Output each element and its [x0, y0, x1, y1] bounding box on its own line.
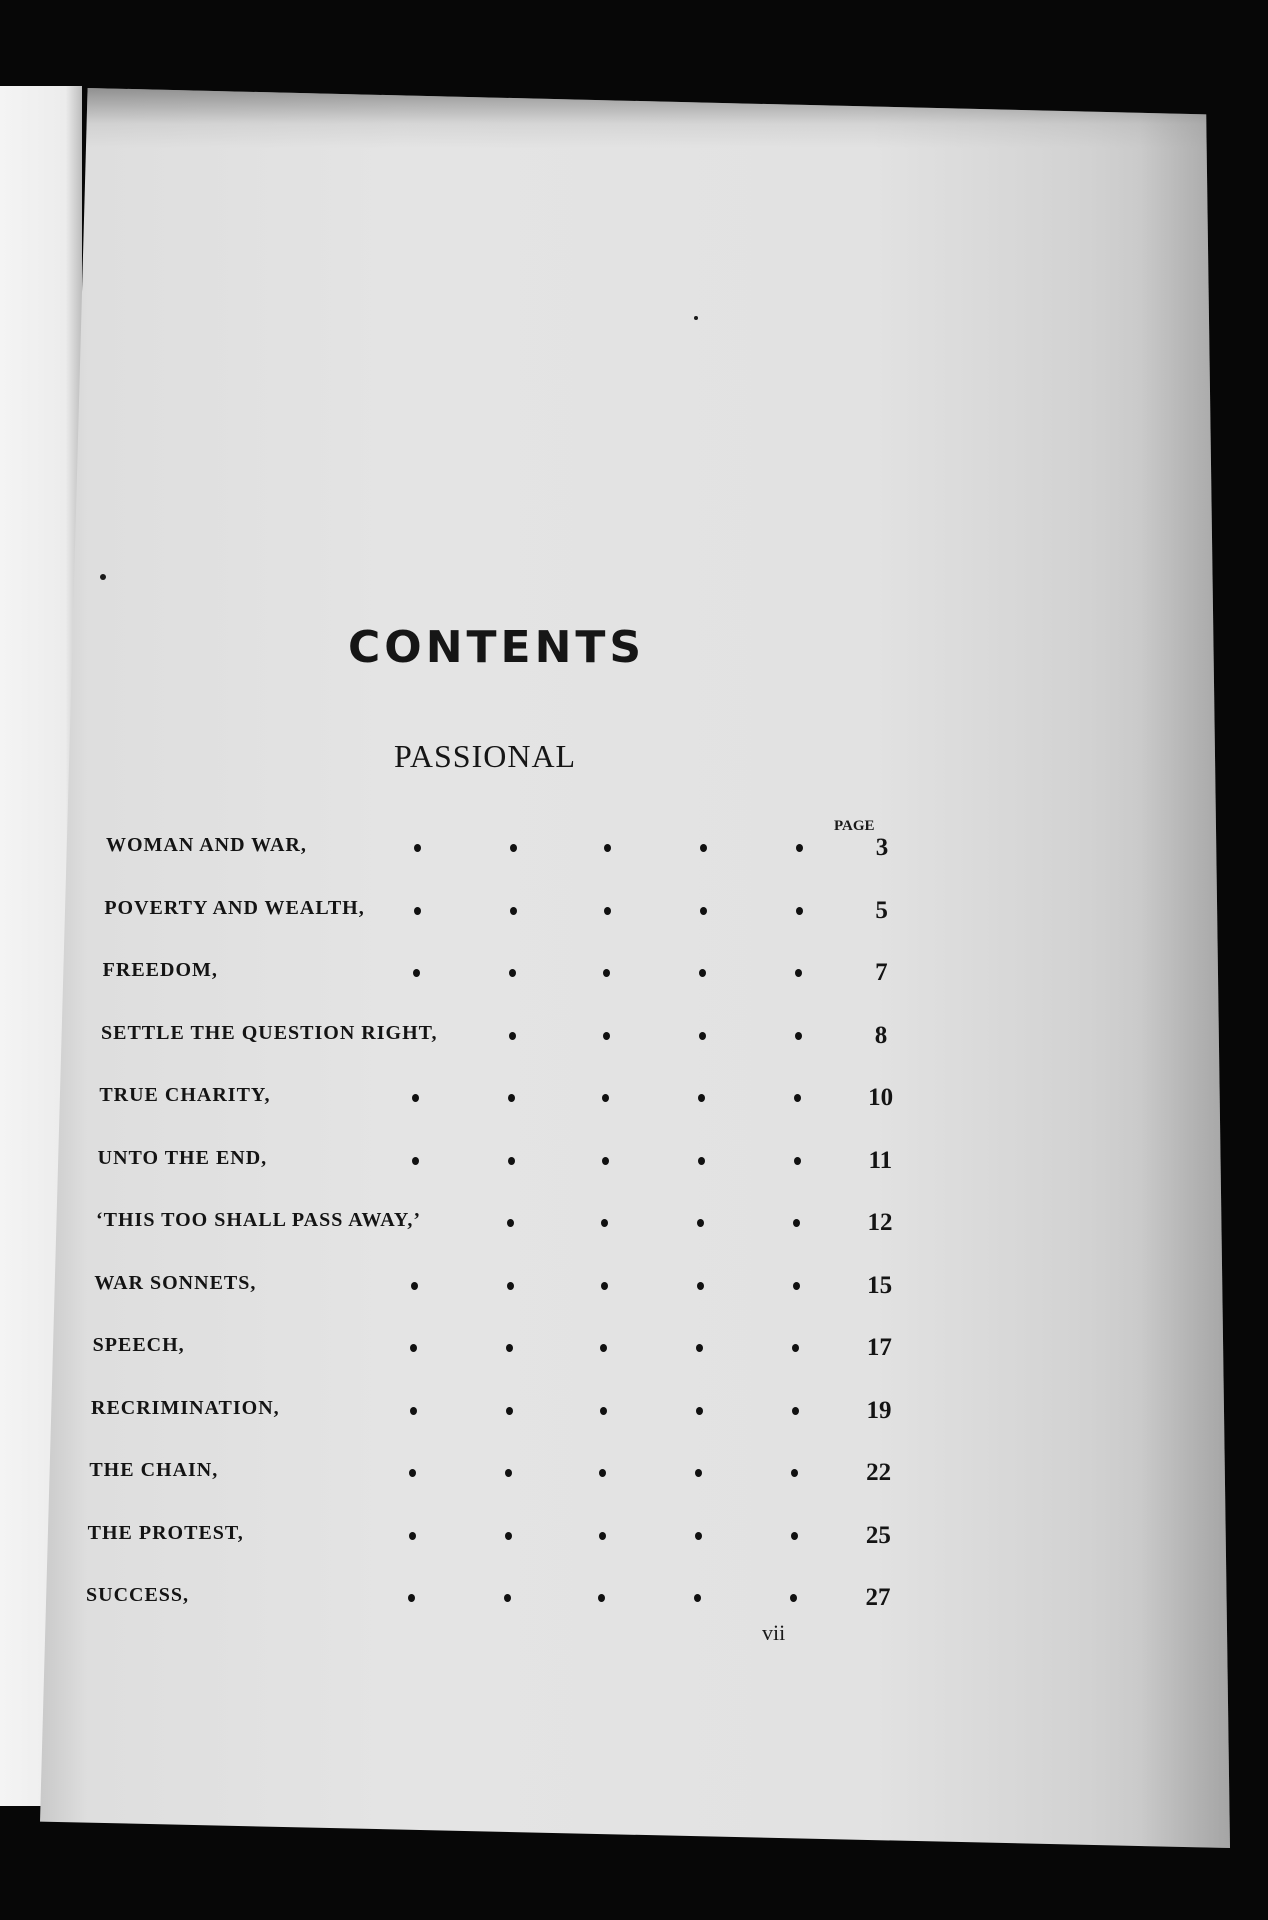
leader-dot [600, 1407, 607, 1415]
toc-entry-title: POVERTY AND WEALTH, [104, 896, 365, 919]
leader-dot [599, 1532, 606, 1540]
page-column-label: PAGE [834, 818, 875, 834]
leader-dot [601, 1282, 608, 1290]
toc-entry [0, 1139, 1268, 1183]
leader-dot [508, 1157, 515, 1165]
toc-entry-page-number: 12 [867, 1209, 893, 1236]
toc-entry [0, 1326, 1268, 1370]
toc-entry-title: RECRIMINATION, [91, 1396, 280, 1419]
leader-dot [510, 844, 517, 852]
leader-dot [694, 1594, 701, 1602]
toc-entry-page-number: 5 [875, 896, 888, 924]
toc-entry-title: TRUE CHARITY, [99, 1084, 271, 1106]
toc-entry [0, 1451, 1268, 1495]
leader-dot [414, 907, 421, 915]
leader-dot [601, 1219, 608, 1227]
leader-dot [414, 844, 421, 852]
leader-dot [412, 1157, 419, 1165]
toc-entry-page-number: 17 [866, 1334, 892, 1361]
leader-dot [792, 1407, 799, 1415]
leader-dot [507, 1282, 514, 1290]
contents-heading: CONTENTS [348, 622, 646, 673]
toc-entry [0, 889, 1268, 933]
leader-dot [695, 1532, 702, 1540]
leader-dot [600, 1344, 607, 1352]
toc-entry-page-number: 22 [866, 1459, 892, 1486]
toc-entry-title: SUCCESS, [86, 1584, 190, 1606]
leader-dot [412, 1094, 419, 1102]
leader-dot [411, 1282, 418, 1290]
toc-entry-page-number: 27 [865, 1584, 891, 1611]
toc-entry-title: ‘THIS TOO SHALL PASS AWAY,’ [96, 1209, 422, 1231]
leader-dot [506, 1344, 513, 1352]
toc-entry [0, 1514, 1268, 1558]
leader-dot [794, 1094, 801, 1102]
leader-dot [697, 1219, 704, 1227]
leader-dot [408, 1594, 415, 1602]
leader-dot [695, 1469, 702, 1477]
leader-dot [410, 1344, 417, 1352]
leader-dot [791, 1532, 798, 1540]
leader-dot [599, 1469, 606, 1477]
toc-entry [0, 1264, 1268, 1308]
leader-dot [699, 969, 706, 977]
toc-entry-page-number: 15 [867, 1271, 893, 1299]
toc-entry-title: FREEDOM, [102, 959, 218, 981]
leader-dot [795, 1032, 802, 1040]
leader-dot [509, 969, 516, 977]
leader-dot [603, 1032, 610, 1040]
toc-entry-title: UNTO THE END, [97, 1146, 268, 1169]
leader-dot [793, 1282, 800, 1290]
leader-dot [508, 1094, 515, 1102]
leader-dot [409, 1532, 416, 1540]
toc-entry-title: SPEECH, [92, 1334, 185, 1356]
toc-entry-page-number: 8 [874, 1021, 888, 1049]
toc-entry [0, 1014, 1268, 1058]
leader-dot [602, 1157, 609, 1165]
toc-entry-title: SETTLE THE QUESTION RIGHT, [101, 1021, 438, 1044]
toc-entry-page-number: 3 [875, 834, 889, 861]
leader-dot [697, 1282, 704, 1290]
toc-entry [0, 1576, 1268, 1620]
leader-dot [699, 1032, 706, 1040]
toc-entry [0, 1201, 1268, 1245]
leader-dot [698, 1157, 705, 1165]
leader-dot [795, 969, 802, 977]
leader-dot [410, 1407, 417, 1415]
leader-dot [700, 907, 707, 915]
toc-entry [0, 826, 1268, 870]
leader-dot [790, 1594, 797, 1602]
leader-dot [793, 1219, 800, 1227]
leader-dot [409, 1469, 416, 1477]
leader-dot [504, 1594, 511, 1602]
toc-entry-page-number: 11 [868, 1146, 893, 1174]
leader-dot [796, 844, 803, 852]
toc-entry [0, 951, 1268, 995]
leader-dot [510, 907, 517, 915]
toc-entry-title: WOMAN AND WAR, [106, 834, 307, 856]
leader-dot [796, 907, 803, 915]
leader-dot [791, 1469, 798, 1477]
toc-entry [0, 1389, 1268, 1433]
leader-dot [603, 969, 610, 977]
toc-entry-page-number: 10 [868, 1084, 894, 1111]
leader-dot [413, 969, 420, 977]
leader-dot [604, 844, 611, 852]
leader-dot [696, 1344, 703, 1352]
leader-dot [604, 907, 611, 915]
leader-dot [505, 1532, 512, 1540]
leader-dot [507, 1219, 514, 1227]
toc-entry-title: THE PROTEST, [87, 1521, 244, 1544]
leader-dot [506, 1407, 513, 1415]
leader-dot [509, 1032, 516, 1040]
toc-entry-page-number: 7 [875, 959, 888, 986]
leader-dot [696, 1407, 703, 1415]
leader-dot [698, 1094, 705, 1102]
toc-entry-title: THE CHAIN, [89, 1459, 219, 1481]
leader-dot [505, 1469, 512, 1477]
leader-dot [794, 1157, 801, 1165]
toc-entry-title: WAR SONNETS, [94, 1271, 257, 1294]
toc-entry-page-number: 25 [865, 1521, 891, 1549]
leader-dot [700, 844, 707, 852]
toc-entry-page-number: 19 [866, 1396, 892, 1424]
section-heading: PASSIONAL [394, 738, 577, 774]
leader-dot [792, 1344, 799, 1352]
leader-dot [598, 1594, 605, 1602]
page-folio: vii [762, 1620, 786, 1645]
toc-entry [0, 1076, 1268, 1120]
leader-dot [602, 1094, 609, 1102]
